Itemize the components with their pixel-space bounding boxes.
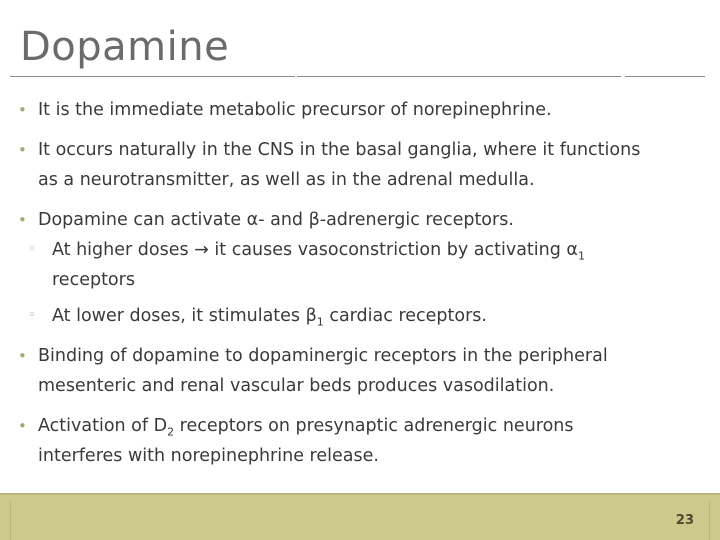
title-underline [10, 76, 295, 77]
title-underline [297, 76, 621, 77]
bullet-dot-icon: • [18, 211, 27, 229]
bullet-item: • It is the immediate metabolic precursor of norepinephrine. [18, 95, 708, 125]
bullet-dot-icon: • [18, 101, 27, 119]
bullet-item: • Activation of $D_2$ receptors on presynaptic adrenergic neurons interferes with norepinephrine release. [18, 411, 708, 471]
slide-body [18, 95, 708, 471]
footer-divider [0, 493, 720, 495]
sub-bullet-ring-icon: ◦ [28, 308, 36, 323]
title-underline [625, 76, 705, 77]
bullet-item: • Binding of dopamine to dopaminergic receptors in the peripheral mesenteric and renal vascular beds produces vasodilation. [18, 341, 708, 401]
sub-bullet-item: ◦ At higher doses → it causes vasoconstriction by activating $\alpha_1$ receptors [18, 235, 708, 295]
bullet-dot-icon: • [18, 141, 27, 159]
sub-bullet-ring-icon: ◦ [28, 242, 36, 257]
page-number: 23 [675, 513, 694, 528]
slide-title: Dopamine [20, 24, 230, 70]
bullet-dot-icon: • [18, 417, 27, 435]
footer-panel [10, 501, 710, 540]
bullet-item: • Dopamine can activate α- and β-adrenergic receptors. [18, 205, 708, 235]
right-arrow-icon: → [194, 240, 209, 260]
bullet-item: • It occurs naturally in the CNS in the basal ganglia, where it functions as a neurotransmitter, as well as in the adrenal medulla. [18, 135, 708, 195]
bullet-dot-icon: • [18, 347, 27, 365]
footer-bar [0, 493, 720, 540]
sub-bullet-item: ◦ At lower doses, it stimulates $\beta_1$ cardiac receptors. [18, 301, 708, 331]
